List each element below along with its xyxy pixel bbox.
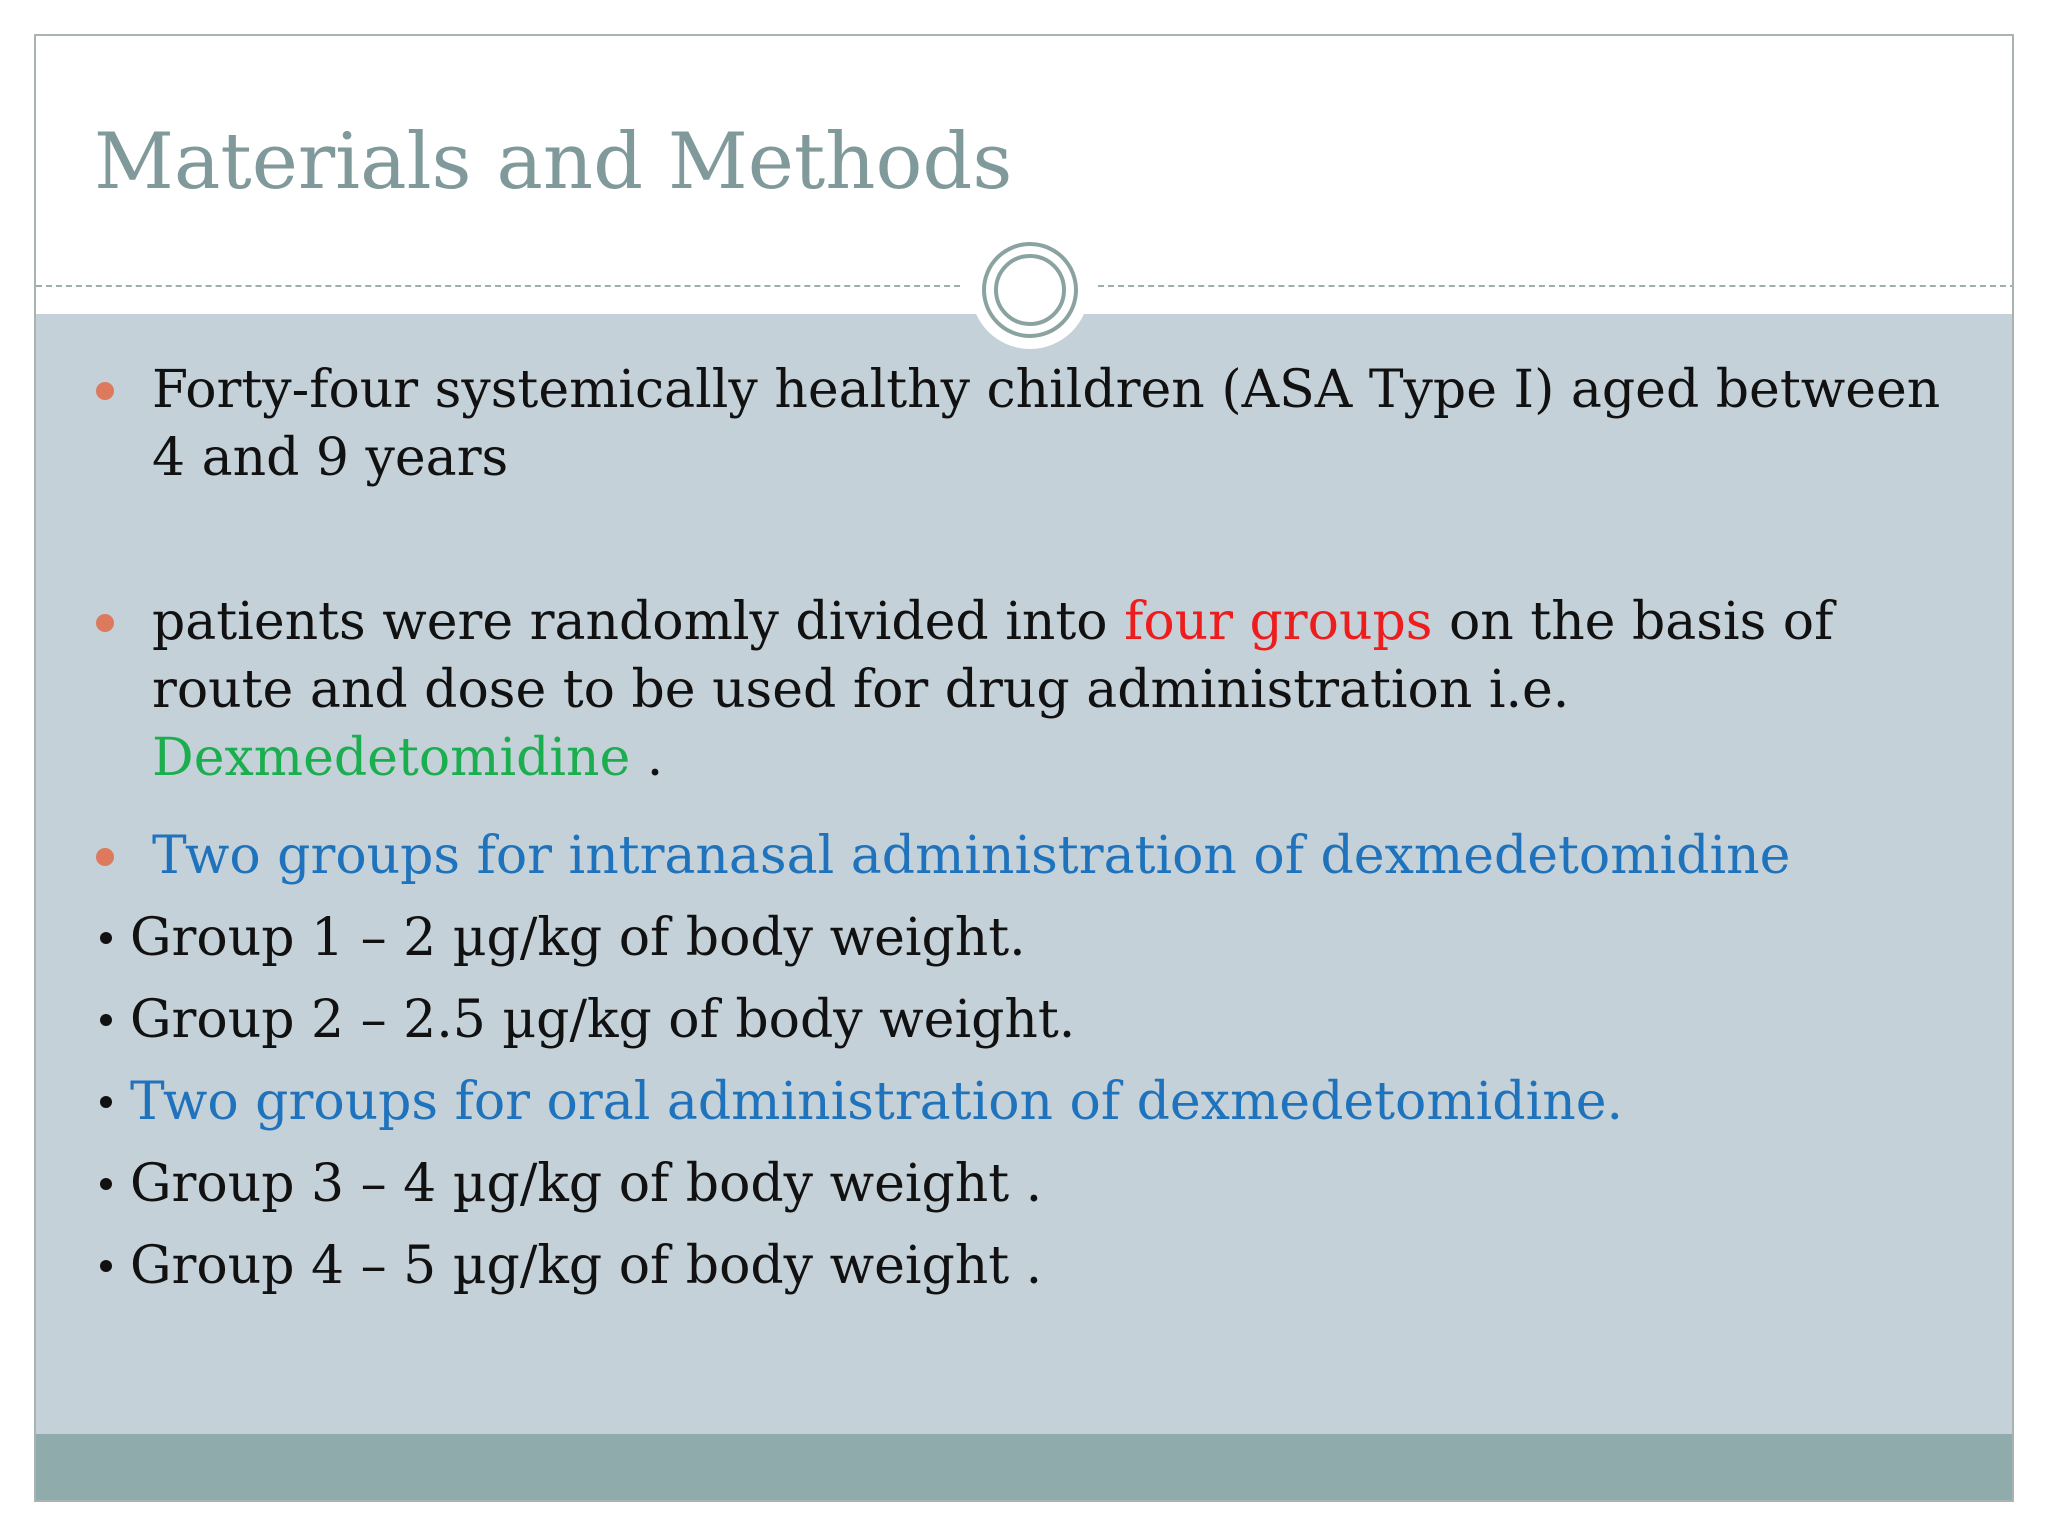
bullet-text: Two groups for intranasal administration of dexmedetomidine [152, 826, 1791, 886]
sub-item-group-2 [94, 986, 1075, 1054]
highlight-four-groups: four groups [1124, 592, 1433, 652]
sub-bullet-icon [100, 1260, 112, 1272]
sub-item-group-1 [94, 904, 1026, 972]
bullet-marker-icon [96, 848, 114, 866]
bullet-item-participants [152, 356, 1952, 492]
sub-item-group-3 [94, 1150, 1042, 1218]
sub-item-group-4 [94, 1232, 1042, 1300]
bullet-text-part2: on the basis of route and dose to be used for drug administration i.e. [152, 592, 1834, 720]
sub-item-oral-heading [94, 1068, 1623, 1136]
bullet-text-part1: patients were randomly divided into [152, 592, 1125, 652]
sub-item-text: Two groups for oral administration of dexmedetomidine. [130, 1072, 1623, 1132]
sub-bullet-icon [100, 932, 112, 944]
bullet-marker-icon [96, 614, 114, 632]
slide [34, 34, 2014, 1502]
bullet-item-randomization [152, 588, 1952, 792]
sub-bullet-icon [100, 1014, 112, 1026]
sub-item-text: Group 4 – 5 µg/kg of body weight . [130, 1236, 1043, 1296]
sub-bullet-icon [100, 1096, 112, 1108]
sub-item-text: Group 3 – 4 µg/kg of body weight . [130, 1154, 1043, 1214]
slide-content [36, 36, 2012, 1500]
bullet-text: Forty-four systemically healthy children (ASA Type I) aged between 4 and 9 years [152, 360, 1941, 488]
sub-bullet-icon [100, 1178, 112, 1190]
highlight-drug-name: Dexmedetomidine [152, 728, 631, 788]
bullet-marker-icon [96, 382, 114, 400]
bullet-text-part3: . [630, 728, 664, 788]
slide-title: Materials and Methods [94, 117, 1013, 207]
sub-item-text: Group 2 – 2.5 µg/kg of body weight. [130, 990, 1076, 1050]
sub-item-text: Group 1 – 2 µg/kg of body weight. [130, 908, 1026, 968]
bullet-item-intranasal [152, 822, 1952, 890]
